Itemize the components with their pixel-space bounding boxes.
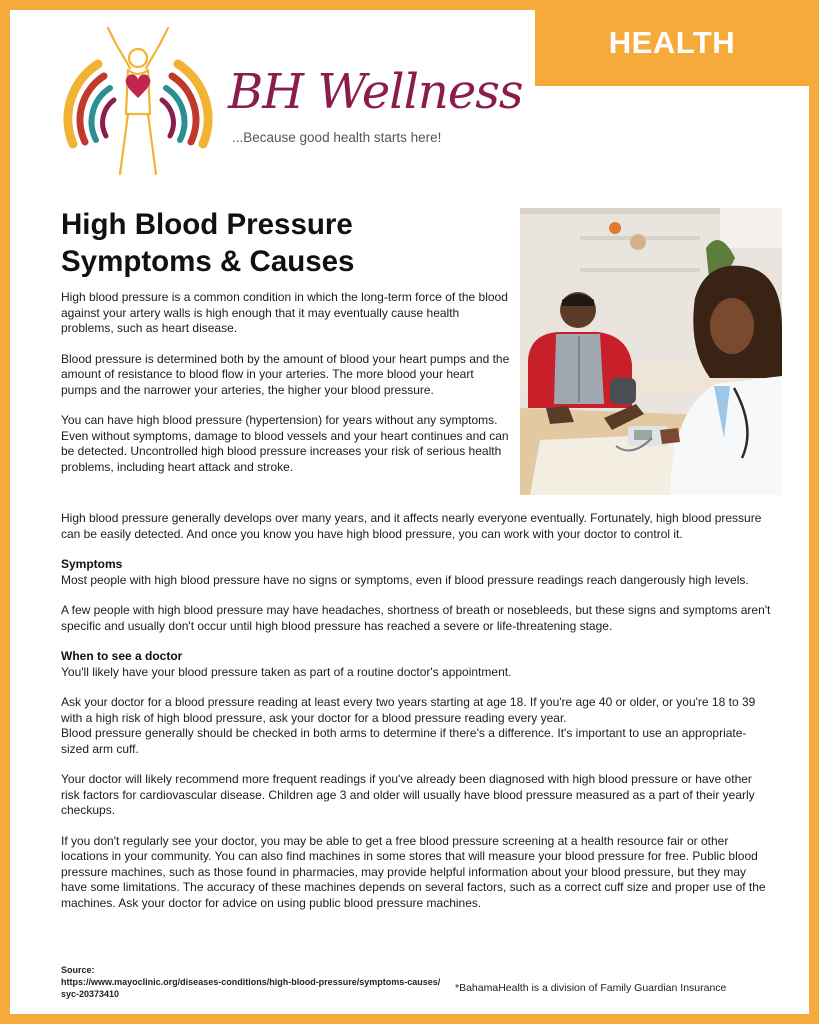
doctor-paragraph-2 [61, 695, 771, 757]
intro-paragraph-2: Blood pressure is determined both by the amount of blood your heart pumps and the amount of resistance to blood flow in your arteries. The more blood your heart pumps and the narrower your arteries, the higher your blood pressure. [61, 351, 510, 397]
page-title [61, 206, 481, 280]
symptoms-paragraph-2: A few people with high blood pressure may have headaches, shortness of breath or nosebleeds, but these signs and symptoms aren't specific and usually don't occur until high blood pressure has reached a severe or life-threatening stage. [61, 603, 771, 633]
intro-section [61, 290, 511, 490]
footer-disclaimer: *BahamaHealth is a division of Family Guardian Insurance [455, 982, 727, 994]
doctor-paragraph-4: If you don't regularly see your doctor, you may be able to get a free blood pressure screening at a health resource fair or other locations in your community. You can also find machines in some stores that will measure your blood pressure for free. Public blood pressure machines, such as those found in pharmacies, may provide helpful information about your blood pressure, but they may have some limitations. The accuracy of these machines depends on several factors, such as a correct cuff size and proper use of the machines. Ask your doctor for advice on using public blood pressure machines. [61, 833, 766, 910]
brand-name: BH Wellness [228, 64, 523, 120]
source-label: Source: [61, 965, 95, 975]
flyer-page [10, 10, 809, 1014]
symptoms-paragraph-1: Most people with high blood pressure have no signs or symptoms, even if blood pressure readings reach dangerously high levels. [61, 572, 749, 587]
doctor-paragraph-2-line-1: Ask your doctor for a blood pressure reading at least every two years starting at age 18. If you're age 40 or older, or you're 18 to 39 with a high risk of high blood pressure, ask your doctor for a blood pressure reading every year. [61, 695, 756, 725]
title-line-1: High Blood Pressure [61, 208, 353, 241]
bh-wellness-logo-icon [58, 24, 218, 180]
source-citation [61, 964, 441, 1000]
symptoms-heading: Symptoms [61, 557, 123, 571]
category-tag: HEALTH [535, 10, 809, 86]
main-content [61, 511, 771, 926]
intro-paragraph-1: High blood pressure is a common condition in which the long-term force of the blood against your artery walls is high enough that it may eventually cause health problems, such as heart disease. [61, 290, 508, 335]
doctor-paragraph-1: You'll likely have your blood pressure taken as part of a routine doctor's appointment. [61, 664, 512, 679]
brand-tagline: ...Because good health starts here! [232, 130, 442, 145]
doctor-paragraph-2-line-2: Blood pressure generally should be checked in both arms to determine if there's a difference. It's important to use an appropriate-sized arm cuff. [61, 726, 747, 756]
source-url: https://www.mayoclinic.org/diseases-conditions/high-blood-pressure/symptoms-causes/syc-20373410 [61, 977, 441, 999]
doctor-paragraph-3: Your doctor will likely recommend more frequent readings if you've already been diagnosed with high blood pressure or have other risk factors for cardiovascular disease. Children age 3 and older will usually have blood pressure measured as a part of their yearly checkups. [61, 772, 755, 817]
title-line-2: Symptoms & Causes [61, 245, 355, 278]
doctor-patient-photo [520, 208, 782, 495]
overview-paragraph: High blood pressure generally develops over many years, and it affects nearly everyone eventually. Fortunately, high blood pressure can be easily detected. And once you know you have high blood pressure, you can work with your doctor to control it. [61, 511, 762, 541]
doctor-heading: When to see a doctor [61, 649, 183, 663]
intro-paragraph-3: You can have high blood pressure (hypertension) for years without any symptoms. Even without symptoms, damage to blood vessels and your heart continues and can be detected. Uncontrolled high blood pressure increases your risk of serious health problems, including heart attack and stroke. [61, 413, 509, 474]
